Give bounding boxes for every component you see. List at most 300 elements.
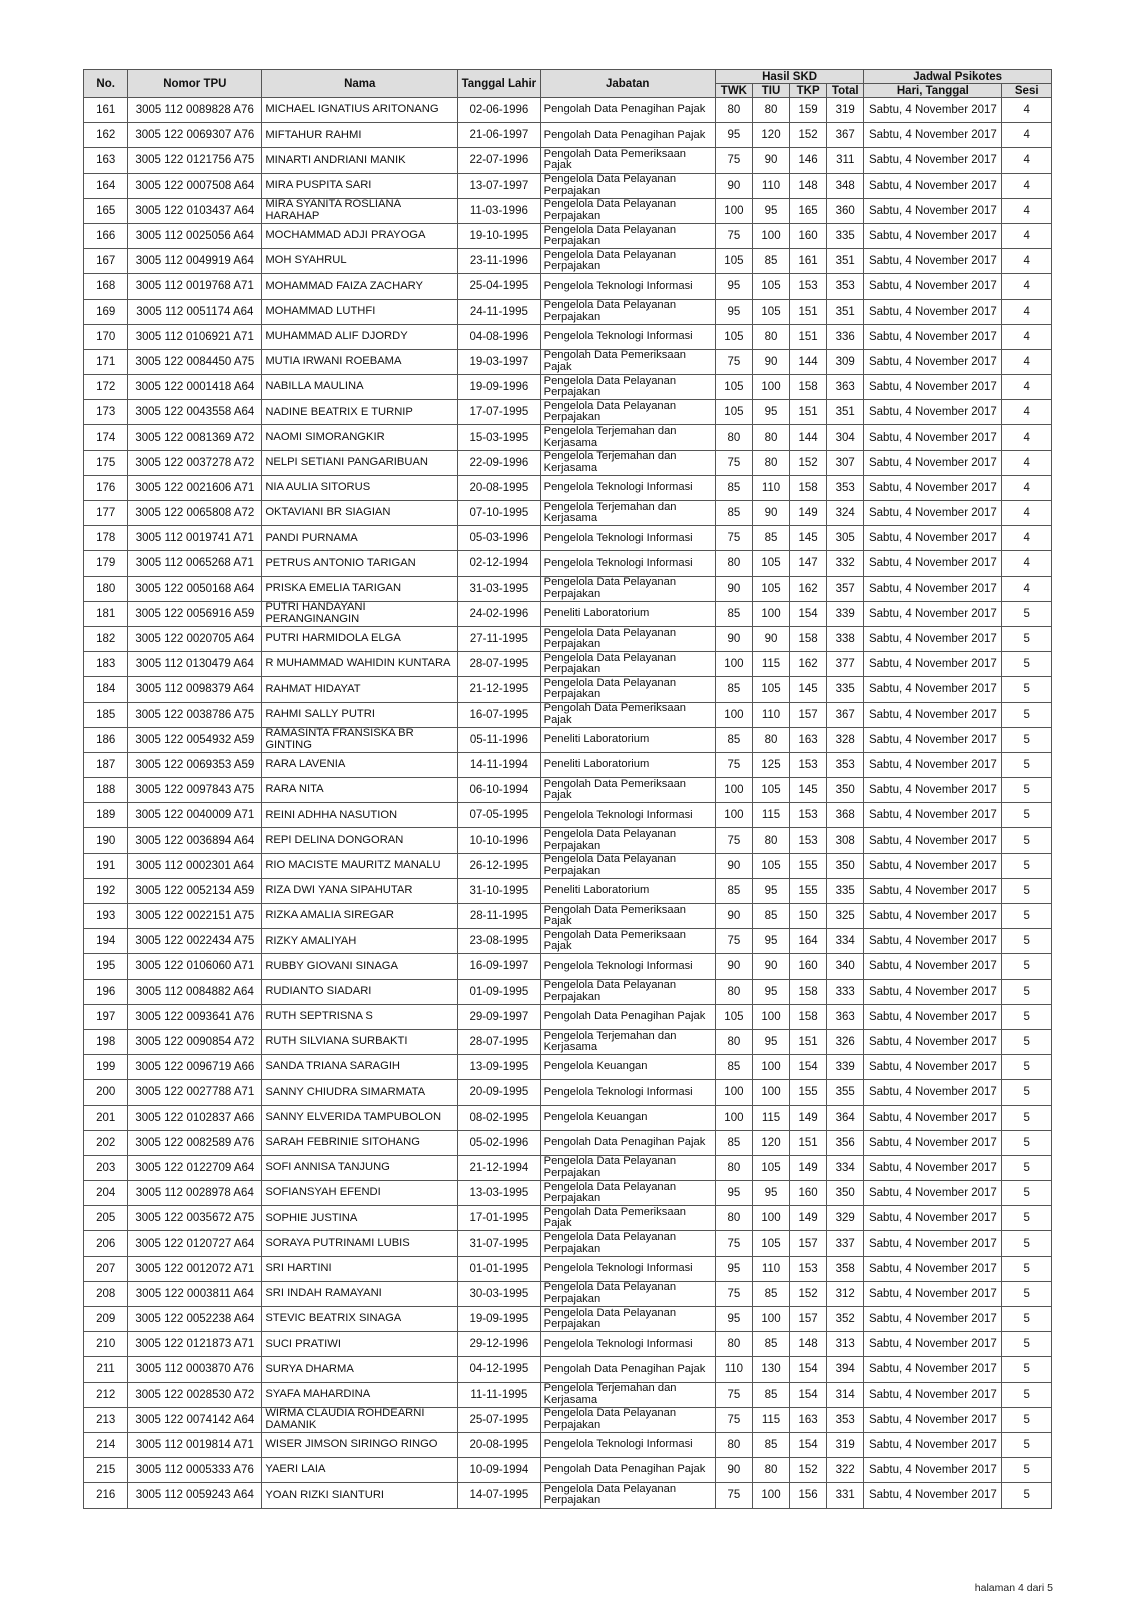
cell-jabatan: Pengelola Teknologi Informasi [540, 1432, 715, 1457]
cell-nama: SANNY ELVERIDA TAMPUBOLON [262, 1105, 458, 1130]
cell-tkp: 154 [790, 1357, 827, 1382]
cell-twk: 105 [715, 324, 752, 349]
cell-total: 377 [827, 652, 864, 677]
cell-total: 335 [827, 878, 864, 903]
cell-jabatan: Pengelola Data Pelayanan Perpajakan [540, 652, 715, 677]
cell-hari-tanggal: Sabtu, 4 November 2017 [864, 1281, 1002, 1306]
cell-hari-tanggal: Sabtu, 4 November 2017 [864, 576, 1002, 601]
cell-nomor-tpu: 3005 122 0082589 A76 [128, 1130, 262, 1155]
cell-nama: SURYA DHARMA [262, 1357, 458, 1382]
cell-nama: PUTRI HARMIDOLA ELGA [262, 626, 458, 651]
table-row [84, 1080, 1052, 1105]
cell-jabatan: Pengelola Teknologi Informasi [540, 1080, 715, 1105]
table-row [84, 1458, 1052, 1483]
cell-sesi: 5 [1002, 878, 1052, 903]
cell-tkp: 146 [790, 148, 827, 173]
cell-sesi: 5 [1002, 702, 1052, 727]
cell-tanggal-lahir: 27-11-1995 [458, 626, 540, 651]
table-row [84, 400, 1052, 425]
cell-tiu: 100 [752, 1206, 789, 1231]
cell-twk: 95 [715, 123, 752, 148]
cell-nomor-tpu: 3005 112 0049919 A64 [128, 249, 262, 274]
table-row [84, 828, 1052, 853]
header-tanggal-lahir: Tanggal Lahir [458, 70, 540, 98]
cell-tiu: 105 [752, 1231, 789, 1256]
cell-no: 203 [84, 1155, 128, 1180]
cell-jabatan: Pengelola Teknologi Informasi [540, 475, 715, 500]
cell-nomor-tpu: 3005 112 0084882 A64 [128, 979, 262, 1004]
cell-jabatan: Pengelola Data Pelayanan Perpajakan [540, 1483, 715, 1508]
header-total: Total [827, 84, 864, 98]
cell-tkp: 148 [790, 1332, 827, 1357]
cell-tiu: 115 [752, 652, 789, 677]
results-table [83, 69, 1052, 1509]
cell-no: 206 [84, 1231, 128, 1256]
cell-sesi: 4 [1002, 299, 1052, 324]
cell-tiu: 85 [752, 526, 789, 551]
table-row [84, 1105, 1052, 1130]
cell-nama: RUTH SEPTRISNA S [262, 1004, 458, 1029]
cell-nomor-tpu: 3005 122 0081369 A72 [128, 425, 262, 450]
cell-tkp: 149 [790, 501, 827, 526]
cell-tanggal-lahir: 06-10-1994 [458, 778, 540, 803]
cell-sesi: 4 [1002, 173, 1052, 198]
cell-tkp: 151 [790, 1130, 827, 1155]
cell-sesi: 5 [1002, 1029, 1052, 1054]
cell-sesi: 4 [1002, 400, 1052, 425]
cell-hari-tanggal: Sabtu, 4 November 2017 [864, 1055, 1002, 1080]
table-row [84, 249, 1052, 274]
cell-nama: SANNY CHIUDRA SIMARMATA [262, 1080, 458, 1105]
cell-tiu: 100 [752, 1307, 789, 1332]
cell-tiu: 105 [752, 299, 789, 324]
cell-nama: SOFI ANNISA TANJUNG [262, 1155, 458, 1180]
cell-twk: 95 [715, 299, 752, 324]
cell-twk: 75 [715, 929, 752, 954]
cell-total: 356 [827, 1130, 864, 1155]
cell-tanggal-lahir: 13-07-1997 [458, 173, 540, 198]
cell-nama: REINI ADHHA NASUTION [262, 803, 458, 828]
cell-twk: 105 [715, 249, 752, 274]
cell-no: 216 [84, 1483, 128, 1508]
cell-total: 367 [827, 123, 864, 148]
cell-twk: 80 [715, 979, 752, 1004]
cell-twk: 85 [715, 475, 752, 500]
cell-tiu: 110 [752, 1256, 789, 1281]
cell-no: 173 [84, 400, 128, 425]
cell-sesi: 4 [1002, 223, 1052, 248]
cell-sesi: 4 [1002, 349, 1052, 374]
cell-total: 331 [827, 1483, 864, 1508]
cell-hari-tanggal: Sabtu, 4 November 2017 [864, 979, 1002, 1004]
cell-twk: 90 [715, 853, 752, 878]
cell-twk: 90 [715, 626, 752, 651]
cell-tiu: 100 [752, 375, 789, 400]
cell-tkp: 155 [790, 1080, 827, 1105]
cell-tiu: 100 [752, 1483, 789, 1508]
cell-sesi: 5 [1002, 1206, 1052, 1231]
cell-hari-tanggal: Sabtu, 4 November 2017 [864, 1256, 1002, 1281]
cell-sesi: 4 [1002, 123, 1052, 148]
cell-tanggal-lahir: 20-08-1995 [458, 475, 540, 500]
cell-no: 183 [84, 652, 128, 677]
cell-hari-tanggal: Sabtu, 4 November 2017 [864, 803, 1002, 828]
cell-no: 170 [84, 324, 128, 349]
cell-no: 185 [84, 702, 128, 727]
cell-twk: 90 [715, 576, 752, 601]
cell-tiu: 85 [752, 1332, 789, 1357]
cell-nomor-tpu: 3005 122 0069307 A76 [128, 123, 262, 148]
header-nama: Nama [262, 70, 458, 98]
cell-jabatan: Pengelola Terjemahan dan Kerjasama [540, 1382, 715, 1407]
cell-tiu: 100 [752, 1080, 789, 1105]
cell-total: 363 [827, 375, 864, 400]
cell-twk: 75 [715, 1407, 752, 1432]
cell-hari-tanggal: Sabtu, 4 November 2017 [864, 249, 1002, 274]
cell-tiu: 90 [752, 349, 789, 374]
cell-tanggal-lahir: 05-03-1996 [458, 526, 540, 551]
cell-no: 174 [84, 425, 128, 450]
table-row [84, 148, 1052, 173]
cell-no: 169 [84, 299, 128, 324]
cell-tkp: 160 [790, 1181, 827, 1206]
cell-nama: YOAN RIZKI SIANTURI [262, 1483, 458, 1508]
cell-tiu: 125 [752, 752, 789, 777]
table-row [84, 853, 1052, 878]
cell-hari-tanggal: Sabtu, 4 November 2017 [864, 778, 1002, 803]
cell-twk: 100 [715, 702, 752, 727]
table-row [84, 1055, 1052, 1080]
cell-nomor-tpu: 3005 112 0106921 A71 [128, 324, 262, 349]
cell-total: 326 [827, 1029, 864, 1054]
cell-no: 197 [84, 1004, 128, 1029]
header-nomor-tpu: Nomor TPU [128, 70, 262, 98]
cell-no: 176 [84, 475, 128, 500]
cell-tanggal-lahir: 28-07-1995 [458, 652, 540, 677]
cell-tanggal-lahir: 31-10-1995 [458, 878, 540, 903]
cell-tanggal-lahir: 30-03-1995 [458, 1281, 540, 1306]
cell-nama: NELPI SETIANI PANGARIBUAN [262, 450, 458, 475]
cell-hari-tanggal: Sabtu, 4 November 2017 [864, 752, 1002, 777]
cell-no: 193 [84, 904, 128, 929]
cell-nomor-tpu: 3005 122 0102837 A66 [128, 1105, 262, 1130]
table-row [84, 576, 1052, 601]
cell-nomor-tpu: 3005 122 0052134 A59 [128, 878, 262, 903]
cell-sesi: 5 [1002, 1382, 1052, 1407]
cell-total: 305 [827, 526, 864, 551]
cell-sesi: 5 [1002, 1055, 1052, 1080]
header-hari-tanggal: Hari, Tanggal [864, 84, 1002, 98]
cell-tanggal-lahir: 10-09-1994 [458, 1458, 540, 1483]
cell-tkp: 150 [790, 904, 827, 929]
table-row [84, 677, 1052, 702]
cell-nama: MINARTI ANDRIANI MANIK [262, 148, 458, 173]
cell-jabatan: Pengelola Terjemahan dan Kerjasama [540, 450, 715, 475]
cell-tkp: 153 [790, 1256, 827, 1281]
cell-nomor-tpu: 3005 112 0002301 A64 [128, 853, 262, 878]
cell-sesi: 5 [1002, 1307, 1052, 1332]
cell-tkp: 160 [790, 954, 827, 979]
cell-no: 200 [84, 1080, 128, 1105]
cell-total: 353 [827, 1407, 864, 1432]
header-jabatan: Jabatan [540, 70, 715, 98]
cell-no: 190 [84, 828, 128, 853]
table-row [84, 626, 1052, 651]
cell-no: 208 [84, 1281, 128, 1306]
cell-sesi: 5 [1002, 677, 1052, 702]
cell-nama: RAHMAT HIDAYAT [262, 677, 458, 702]
cell-nomor-tpu: 3005 122 0052238 A64 [128, 1307, 262, 1332]
cell-twk: 85 [715, 677, 752, 702]
cell-jabatan: Pengelola Data Pelayanan Perpajakan [540, 677, 715, 702]
table-row [84, 727, 1052, 752]
header-tkp: TKP [790, 84, 827, 98]
cell-sesi: 5 [1002, 954, 1052, 979]
table-row [84, 1181, 1052, 1206]
cell-nama: SARAH FEBRINIE SITOHANG [262, 1130, 458, 1155]
cell-total: 363 [827, 1004, 864, 1029]
cell-hari-tanggal: Sabtu, 4 November 2017 [864, 702, 1002, 727]
cell-jabatan: Pengelola Teknologi Informasi [540, 324, 715, 349]
cell-tkp: 149 [790, 1105, 827, 1130]
cell-tkp: 152 [790, 1458, 827, 1483]
cell-sesi: 5 [1002, 652, 1052, 677]
cell-twk: 105 [715, 400, 752, 425]
cell-sesi: 5 [1002, 778, 1052, 803]
cell-twk: 100 [715, 803, 752, 828]
cell-tiu: 85 [752, 1432, 789, 1457]
cell-twk: 100 [715, 1080, 752, 1105]
cell-jabatan: Pengolah Data Penagihan Pajak [540, 1004, 715, 1029]
table-row [84, 1004, 1052, 1029]
cell-tanggal-lahir: 16-07-1995 [458, 702, 540, 727]
cell-nama: PUTRI HANDAYANI PERANGINANGIN [262, 601, 458, 626]
cell-jabatan: Pengolah Data Pemeriksaan Pajak [540, 1206, 715, 1231]
cell-nomor-tpu: 3005 112 0019814 A71 [128, 1432, 262, 1457]
cell-tkp: 158 [790, 626, 827, 651]
cell-twk: 75 [715, 752, 752, 777]
cell-hari-tanggal: Sabtu, 4 November 2017 [864, 475, 1002, 500]
cell-total: 328 [827, 727, 864, 752]
table-row [84, 878, 1052, 903]
cell-sesi: 4 [1002, 274, 1052, 299]
cell-tiu: 80 [752, 98, 789, 123]
cell-sesi: 5 [1002, 803, 1052, 828]
cell-tiu: 90 [752, 501, 789, 526]
cell-nomor-tpu: 3005 122 0084450 A75 [128, 349, 262, 374]
header-jadwal-psikotes: Jadwal Psikotes [864, 70, 1052, 84]
cell-nama: REPI DELINA DONGORAN [262, 828, 458, 853]
cell-nomor-tpu: 3005 122 0020705 A64 [128, 626, 262, 651]
cell-nomor-tpu: 3005 122 0054932 A59 [128, 727, 262, 752]
cell-tkp: 144 [790, 425, 827, 450]
cell-total: 353 [827, 274, 864, 299]
cell-total: 367 [827, 702, 864, 727]
cell-tanggal-lahir: 15-03-1995 [458, 425, 540, 450]
cell-tanggal-lahir: 10-10-1996 [458, 828, 540, 853]
cell-no: 163 [84, 148, 128, 173]
table-row [84, 904, 1052, 929]
cell-twk: 75 [715, 1231, 752, 1256]
cell-tkp: 157 [790, 702, 827, 727]
cell-tiu: 105 [752, 1155, 789, 1180]
cell-no: 213 [84, 1407, 128, 1432]
table-row [84, 1382, 1052, 1407]
cell-nomor-tpu: 3005 112 0028978 A64 [128, 1181, 262, 1206]
table-row [84, 1432, 1052, 1457]
cell-hari-tanggal: Sabtu, 4 November 2017 [864, 601, 1002, 626]
cell-sesi: 5 [1002, 1080, 1052, 1105]
cell-no: 178 [84, 526, 128, 551]
cell-tanggal-lahir: 22-07-1996 [458, 148, 540, 173]
cell-tanggal-lahir: 04-08-1996 [458, 324, 540, 349]
cell-twk: 80 [715, 1155, 752, 1180]
cell-jabatan: Pengolah Data Penagihan Pajak [540, 1357, 715, 1382]
cell-tkp: 154 [790, 1055, 827, 1080]
cell-sesi: 5 [1002, 979, 1052, 1004]
cell-hari-tanggal: Sabtu, 4 November 2017 [864, 1130, 1002, 1155]
cell-tkp: 147 [790, 551, 827, 576]
table-row [84, 929, 1052, 954]
table-row [84, 1407, 1052, 1432]
cell-tiu: 110 [752, 475, 789, 500]
header-sesi: Sesi [1002, 84, 1052, 98]
cell-tanggal-lahir: 21-06-1997 [458, 123, 540, 148]
cell-sesi: 5 [1002, 1105, 1052, 1130]
cell-hari-tanggal: Sabtu, 4 November 2017 [864, 1483, 1002, 1508]
cell-total: 350 [827, 1181, 864, 1206]
cell-nama: SORAYA PUTRINAMI LUBIS [262, 1231, 458, 1256]
cell-nomor-tpu: 3005 122 0001418 A64 [128, 375, 262, 400]
cell-nomor-tpu: 3005 112 0098379 A64 [128, 677, 262, 702]
cell-nomor-tpu: 3005 122 0097843 A75 [128, 778, 262, 803]
cell-hari-tanggal: Sabtu, 4 November 2017 [864, 1029, 1002, 1054]
cell-jabatan: Pengelola Data Pelayanan Perpajakan [540, 223, 715, 248]
cell-nama: SUCI PRATIWI [262, 1332, 458, 1357]
cell-tanggal-lahir: 25-07-1995 [458, 1407, 540, 1432]
cell-tkp: 154 [790, 1432, 827, 1457]
cell-tanggal-lahir: 14-11-1994 [458, 752, 540, 777]
cell-sesi: 5 [1002, 1483, 1052, 1508]
cell-nomor-tpu: 3005 112 0051174 A64 [128, 299, 262, 324]
cell-hari-tanggal: Sabtu, 4 November 2017 [864, 626, 1002, 651]
cell-sesi: 5 [1002, 1357, 1052, 1382]
cell-nama: MICHAEL IGNATIUS ARITONANG [262, 98, 458, 123]
cell-tkp: 151 [790, 1029, 827, 1054]
cell-hari-tanggal: Sabtu, 4 November 2017 [864, 450, 1002, 475]
table-row [84, 979, 1052, 1004]
cell-hari-tanggal: Sabtu, 4 November 2017 [864, 1407, 1002, 1432]
cell-tanggal-lahir: 05-11-1996 [458, 727, 540, 752]
cell-total: 368 [827, 803, 864, 828]
cell-nama: PANDI PURNAMA [262, 526, 458, 551]
cell-nomor-tpu: 3005 122 0037278 A72 [128, 450, 262, 475]
table-row [84, 324, 1052, 349]
cell-nama: RUDIANTO SIADARI [262, 979, 458, 1004]
cell-nomor-tpu: 3005 122 0043558 A64 [128, 400, 262, 425]
cell-hari-tanggal: Sabtu, 4 November 2017 [864, 375, 1002, 400]
cell-tkp: 153 [790, 752, 827, 777]
cell-twk: 80 [715, 1432, 752, 1457]
cell-tiu: 80 [752, 828, 789, 853]
cell-nomor-tpu: 3005 112 0003870 A76 [128, 1357, 262, 1382]
cell-twk: 80 [715, 551, 752, 576]
cell-nama: RUBBY GIOVANI SINAGA [262, 954, 458, 979]
cell-total: 394 [827, 1357, 864, 1382]
table-row [84, 1130, 1052, 1155]
cell-hari-tanggal: Sabtu, 4 November 2017 [864, 853, 1002, 878]
cell-jabatan: Pengelola Teknologi Informasi [540, 274, 715, 299]
cell-jabatan: Pengolah Data Penagihan Pajak [540, 1458, 715, 1483]
cell-hari-tanggal: Sabtu, 4 November 2017 [864, 1458, 1002, 1483]
cell-tkp: 156 [790, 1483, 827, 1508]
cell-jabatan: Pengelola Data Pelayanan Perpajakan [540, 576, 715, 601]
cell-sesi: 5 [1002, 752, 1052, 777]
table-row [84, 223, 1052, 248]
cell-tkp: 154 [790, 601, 827, 626]
cell-no: 182 [84, 626, 128, 651]
table-row [84, 752, 1052, 777]
cell-total: 351 [827, 400, 864, 425]
cell-hari-tanggal: Sabtu, 4 November 2017 [864, 223, 1002, 248]
cell-tanggal-lahir: 28-07-1995 [458, 1029, 540, 1054]
cell-tiu: 120 [752, 1130, 789, 1155]
cell-tanggal-lahir: 19-10-1995 [458, 223, 540, 248]
cell-nomor-tpu: 3005 122 0090854 A72 [128, 1029, 262, 1054]
cell-tkp: 149 [790, 1155, 827, 1180]
cell-hari-tanggal: Sabtu, 4 November 2017 [864, 1307, 1002, 1332]
cell-tanggal-lahir: 21-12-1994 [458, 1155, 540, 1180]
cell-twk: 80 [715, 1206, 752, 1231]
cell-jabatan: Pengolah Data Pemeriksaan Pajak [540, 702, 715, 727]
cell-tanggal-lahir: 22-09-1996 [458, 450, 540, 475]
cell-total: 338 [827, 626, 864, 651]
cell-no: 199 [84, 1055, 128, 1080]
cell-total: 332 [827, 551, 864, 576]
cell-sesi: 4 [1002, 475, 1052, 500]
cell-twk: 95 [715, 1256, 752, 1281]
cell-no: 184 [84, 677, 128, 702]
cell-jabatan: Pengelola Teknologi Informasi [540, 954, 715, 979]
cell-hari-tanggal: Sabtu, 4 November 2017 [864, 1105, 1002, 1130]
cell-nama: MUTIA IRWANI ROEBAMA [262, 349, 458, 374]
cell-total: 355 [827, 1080, 864, 1105]
cell-tkp: 145 [790, 526, 827, 551]
cell-no: 177 [84, 501, 128, 526]
cell-nama: MOCHAMMAD ADJI PRAYOGA [262, 223, 458, 248]
cell-nomor-tpu: 3005 112 0019768 A71 [128, 274, 262, 299]
cell-nama: SRI HARTINI [262, 1256, 458, 1281]
cell-hari-tanggal: Sabtu, 4 November 2017 [864, 1155, 1002, 1180]
cell-total: 334 [827, 929, 864, 954]
cell-twk: 90 [715, 954, 752, 979]
cell-tiu: 90 [752, 954, 789, 979]
cell-total: 350 [827, 853, 864, 878]
table-row [84, 1332, 1052, 1357]
cell-tiu: 105 [752, 853, 789, 878]
table-row [84, 501, 1052, 526]
cell-tiu: 105 [752, 677, 789, 702]
cell-no: 175 [84, 450, 128, 475]
cell-sesi: 5 [1002, 601, 1052, 626]
cell-jabatan: Pengelola Data Pelayanan Perpajakan [540, 1281, 715, 1306]
table-row [84, 198, 1052, 223]
cell-jabatan: Pengelola Terjemahan dan Kerjasama [540, 501, 715, 526]
cell-nama: PETRUS ANTONIO TARIGAN [262, 551, 458, 576]
cell-no: 172 [84, 375, 128, 400]
cell-tiu: 110 [752, 173, 789, 198]
cell-tiu: 100 [752, 1004, 789, 1029]
